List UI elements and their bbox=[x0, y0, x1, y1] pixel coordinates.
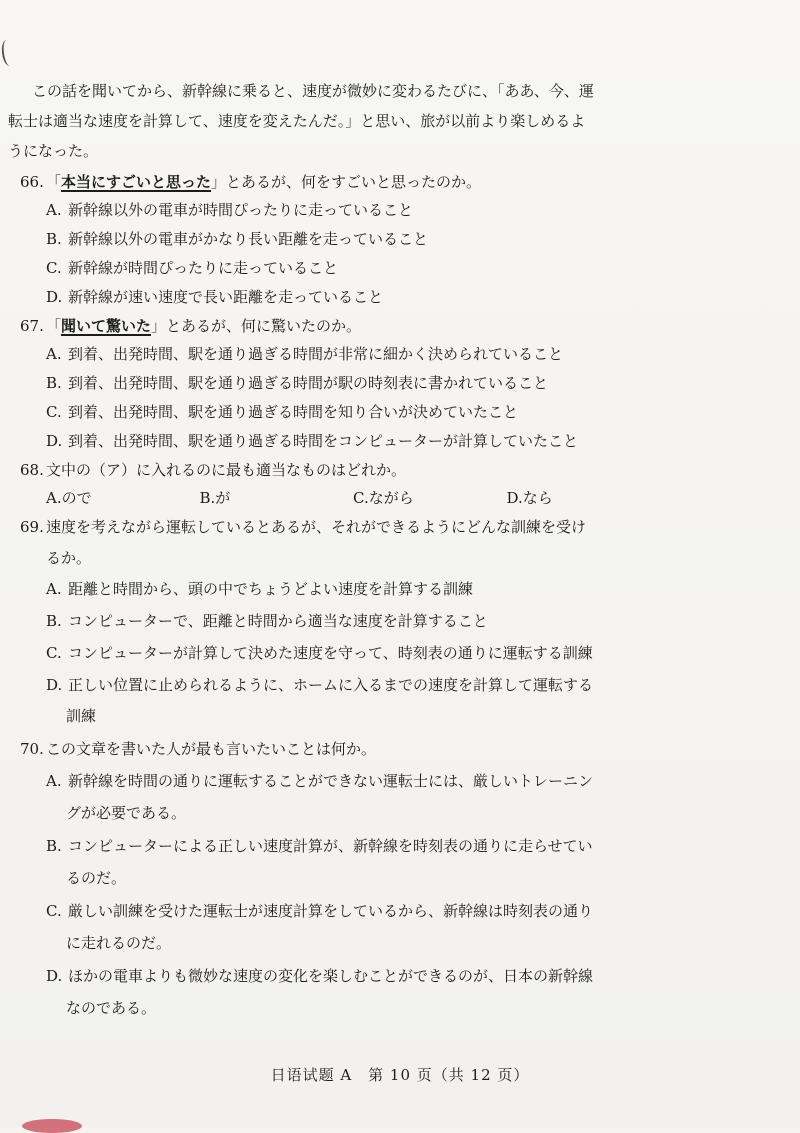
option-text: コンピューターが計算して決めた速度を守って、時刻表の通りに運転する訓練 bbox=[68, 644, 593, 662]
option-text-cont: 訓練 bbox=[66, 707, 97, 725]
option-label: A. bbox=[46, 345, 62, 363]
option-text-cont: なのである。 bbox=[66, 999, 157, 1017]
option-70-a[interactable] bbox=[20, 765, 660, 829]
option-text-cont: るのだ。 bbox=[66, 869, 127, 887]
option-69-d[interactable] bbox=[20, 670, 660, 732]
question-70 bbox=[20, 733, 660, 765]
option-text: 到着、出発時間、駅を通り過ぎる時間を知り合いが決めていたこと bbox=[68, 403, 519, 421]
question-69 bbox=[20, 512, 660, 574]
question-text: 」とあるが、何をすごいと思ったのか。 bbox=[211, 173, 482, 191]
option-label: D. bbox=[46, 676, 63, 694]
question-number: 69. bbox=[20, 518, 44, 536]
question-text: 文中の（ア）に入れるのに最も適当なものはどれか。 bbox=[46, 461, 407, 479]
option-text: なら bbox=[522, 489, 553, 507]
option-text: 新幹線以外の電車が時間ぴったりに走っていること bbox=[68, 201, 414, 219]
option-text: コンピューターで、距離と時間から適当な速度を計算すること bbox=[68, 612, 488, 630]
option-label: D. bbox=[46, 967, 63, 985]
option-68-b[interactable] bbox=[200, 484, 354, 512]
option-label: B. bbox=[46, 374, 62, 392]
question-text: 」とあるが、何に驚いたのか。 bbox=[151, 317, 362, 335]
question-number: 70. bbox=[20, 740, 44, 758]
option-66-b[interactable] bbox=[20, 225, 660, 254]
option-text-cont: に走れるのだ。 bbox=[66, 934, 172, 952]
intro-line-2: 転士は適当な速度を計算して、速度を変えたんだ。」と思い、旅が以前より楽しめるよ bbox=[8, 112, 586, 130]
question-66 bbox=[20, 168, 660, 196]
option-text: 新幹線以外の電車がかなり長い距離を走っていること bbox=[68, 230, 429, 248]
page-footer: 日语试题 A 第 10 页（共 12 页） bbox=[270, 1066, 530, 1084]
option-label: B. bbox=[199, 489, 216, 507]
option-label: D. bbox=[506, 489, 523, 507]
option-label: C. bbox=[46, 403, 62, 421]
option-label: C. bbox=[46, 644, 62, 662]
option-67-c[interactable] bbox=[20, 398, 660, 427]
option-text: ながら bbox=[368, 489, 414, 507]
option-label: A. bbox=[46, 489, 62, 507]
question-number: 66. bbox=[20, 173, 44, 191]
question-text-line-2: るか。 bbox=[46, 549, 92, 567]
option-label: D. bbox=[46, 288, 63, 306]
intro-paragraph bbox=[8, 76, 660, 166]
option-69-a[interactable] bbox=[20, 574, 660, 605]
question-number: 68. bbox=[20, 461, 44, 479]
option-70-b[interactable] bbox=[20, 830, 660, 894]
option-label: A. bbox=[46, 201, 62, 219]
option-label: C. bbox=[353, 489, 369, 507]
option-text: 正しい位置に止められるように、ホームに入るまでの速度を計算して運転する bbox=[68, 676, 594, 694]
option-label: B. bbox=[46, 837, 62, 855]
red-smudge bbox=[22, 1119, 82, 1133]
option-68-c[interactable] bbox=[353, 484, 507, 512]
question-68 bbox=[20, 456, 660, 484]
intro-line-1: この話を聞いてから、新幹線に乗ると、速度が微妙に変わるたびに、「ああ、今、運 bbox=[32, 82, 594, 100]
option-label: B. bbox=[46, 230, 62, 248]
question-content bbox=[8, 76, 660, 1025]
underlined-phrase: 聞いて驚いた bbox=[61, 317, 152, 335]
page-edge-mark bbox=[0, 39, 16, 66]
quote-open: 「 bbox=[46, 173, 62, 191]
option-label: C. bbox=[46, 259, 62, 277]
option-66-d[interactable] bbox=[20, 283, 660, 312]
option-text: 新幹線が速い速度で長い距離を走っていること bbox=[68, 288, 384, 306]
option-text: が bbox=[215, 489, 231, 507]
option-text: 距離と時間から、頭の中でちょうどよい速度を計算する訓練 bbox=[68, 580, 474, 598]
option-69-b[interactable] bbox=[20, 606, 660, 637]
option-67-b[interactable] bbox=[20, 369, 660, 398]
option-70-c[interactable] bbox=[20, 895, 660, 959]
option-text: ので bbox=[61, 489, 92, 507]
option-text: 到着、出発時間、駅を通り過ぎる時間が駅の時刻表に書かれていること bbox=[68, 374, 549, 392]
question-text-line-1: 速度を考えながら運転しているとあるが、それができるようにどんな訓練を受け bbox=[46, 518, 587, 536]
question-text: この文章を書いた人が最も言いたいことは何か。 bbox=[46, 740, 377, 758]
option-66-a[interactable] bbox=[20, 196, 660, 225]
option-70-d[interactable] bbox=[20, 960, 660, 1024]
option-67-d[interactable] bbox=[20, 427, 660, 456]
option-label: D. bbox=[46, 432, 63, 450]
option-66-c[interactable] bbox=[20, 254, 660, 283]
intro-line-3: うになった。 bbox=[8, 142, 99, 160]
option-69-c[interactable] bbox=[20, 638, 660, 669]
option-text: 到着、出発時間、駅を通り過ぎる時間をコンピューターが計算していたこと bbox=[68, 432, 579, 450]
option-text-cont: グが必要である。 bbox=[66, 804, 187, 822]
option-label: C. bbox=[46, 902, 62, 920]
option-label: A. bbox=[46, 580, 62, 598]
quote-open: 「 bbox=[46, 317, 62, 335]
option-text: コンピューターによる正しい速度計算が、新幹線を時刻表の通りに走らせてい bbox=[68, 837, 593, 855]
options-68-row bbox=[20, 484, 660, 512]
option-text: 到着、出発時間、駅を通り過ぎる時間が非常に細かく決められていること bbox=[68, 345, 564, 363]
option-label: A. bbox=[46, 772, 62, 790]
option-67-a[interactable] bbox=[20, 340, 660, 369]
option-68-d[interactable] bbox=[507, 484, 661, 512]
option-text: 新幹線を時間の通りに運転することができない運転士には、厳しいトレーニン bbox=[68, 772, 594, 790]
option-label: B. bbox=[46, 612, 62, 630]
option-68-a[interactable] bbox=[46, 484, 200, 512]
option-text: 新幹線が時間ぴったりに走っていること bbox=[68, 259, 339, 277]
option-text: ほかの電車よりも微妙な速度の変化を楽しむことができるのが、日本の新幹線 bbox=[68, 967, 594, 985]
option-text: 厳しい訓練を受けた運転士が速度計算をしているから、新幹線は時刻表の通り bbox=[68, 902, 594, 920]
question-number: 67. bbox=[20, 317, 44, 335]
underlined-phrase: 本当にすごいと思った bbox=[61, 173, 212, 191]
question-67 bbox=[20, 312, 660, 340]
